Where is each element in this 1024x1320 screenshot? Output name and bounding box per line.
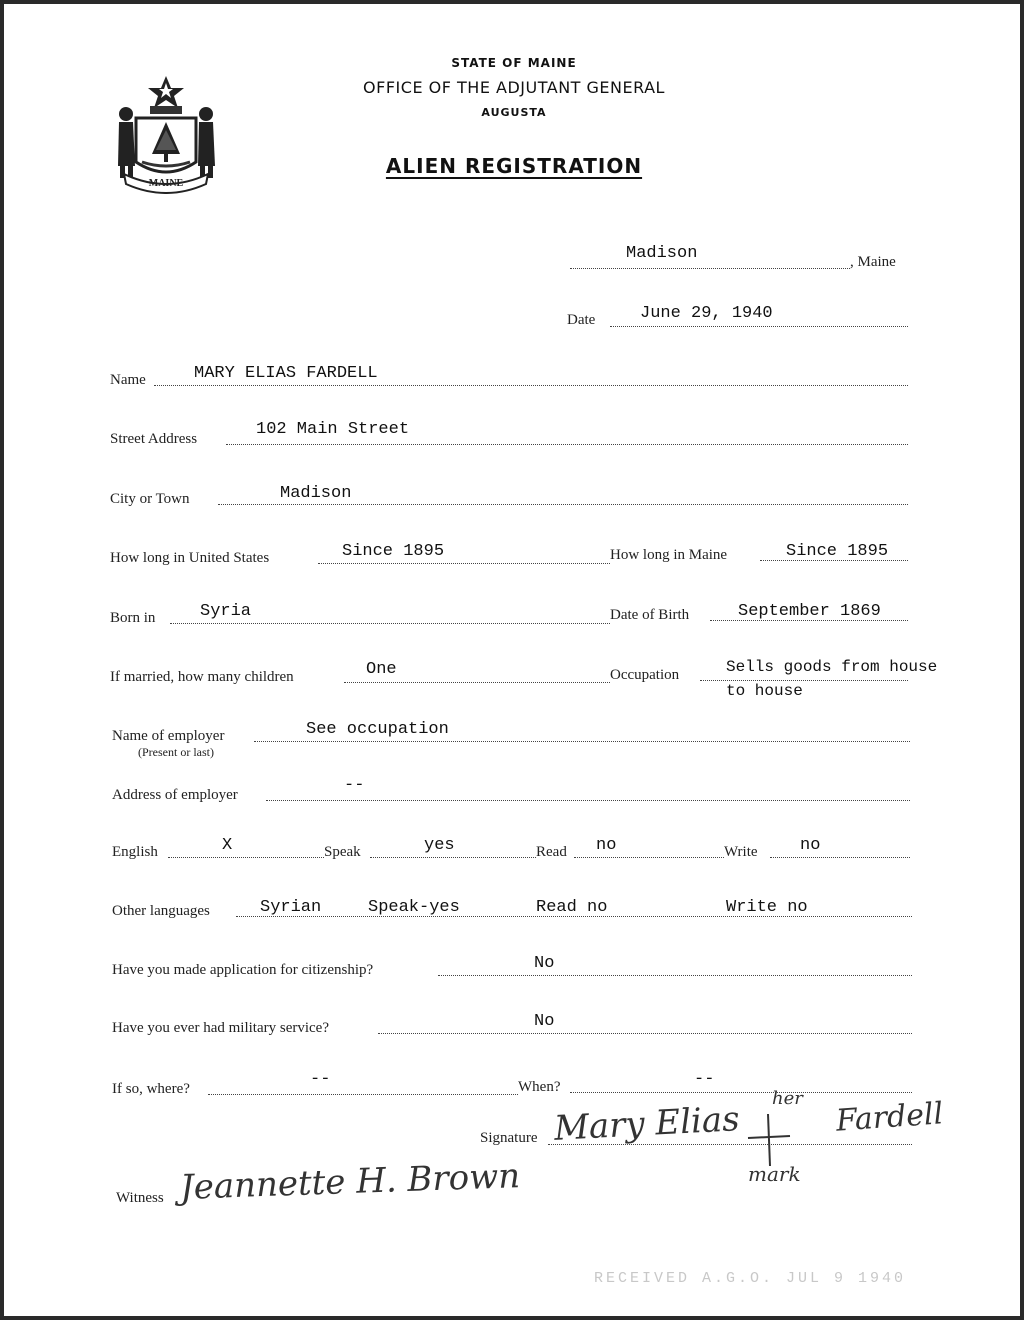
- occupation-value-line2: to house: [726, 682, 803, 700]
- if-so-where-label: If so, where?: [112, 1081, 190, 1097]
- occupation-line: [700, 680, 908, 681]
- signature-cross-mark-icon: [744, 1110, 794, 1170]
- other-language-write: Write no: [726, 898, 808, 917]
- employer-address-value: --: [344, 776, 365, 795]
- employer-line: [254, 741, 910, 742]
- date-line: [610, 326, 908, 327]
- english-speak-label: Speak: [324, 844, 361, 860]
- street-label: Street Address: [110, 431, 198, 447]
- employer-address-line: [266, 800, 910, 801]
- english-line: [168, 857, 324, 858]
- military-label: Have you ever had military service?: [112, 1020, 329, 1036]
- form-title: ALIEN REGISTRATION: [385, 154, 643, 178]
- children-label: If married, how many children: [110, 669, 294, 685]
- born-in-line: [170, 623, 610, 624]
- english-label: English: [112, 844, 158, 860]
- signature-first-name: Mary Elias: [553, 1099, 741, 1149]
- when-line: [570, 1092, 912, 1093]
- how-long-us-value: Since 1895: [342, 542, 445, 561]
- occupation-label: Occupation: [610, 667, 680, 683]
- date-label: Date: [567, 312, 596, 328]
- other-language-value: Syrian: [260, 898, 322, 917]
- other-languages-label: Other languages: [112, 903, 210, 919]
- date-value: June 29, 1940: [640, 304, 773, 323]
- signature-last-name: Fardell: [834, 1096, 945, 1139]
- english-read-line: [574, 857, 724, 858]
- city-label: City or Town: [110, 491, 190, 507]
- if-so-where-value: --: [310, 1070, 331, 1089]
- street-value: 102 Main Street: [256, 420, 410, 439]
- how-long-us-line: [318, 563, 610, 564]
- citizenship-line: [438, 975, 912, 976]
- occupation-value-line1: Sells goods from house: [726, 658, 938, 676]
- children-line: [344, 682, 610, 683]
- children-value: One: [366, 660, 397, 679]
- if-so-where-line: [208, 1094, 518, 1095]
- alien-registration-form: [4, 4, 1020, 1316]
- born-in-label: Born in: [110, 610, 156, 626]
- signature-her: her: [772, 1088, 803, 1109]
- witness-label: Witness: [116, 1190, 164, 1206]
- how-long-us-label: How long in United States: [110, 550, 270, 566]
- name-label: Name: [110, 372, 146, 388]
- received-stamp: RECEIVED A.G.O. JUL 9 1940: [594, 1270, 907, 1287]
- when-label: When?: [518, 1079, 561, 1095]
- english-value: X: [222, 836, 233, 855]
- seal-text: MAINE: [148, 178, 184, 189]
- signature-label: Signature: [480, 1130, 538, 1146]
- citizenship-label: Have you made application for citizenship?: [112, 962, 374, 978]
- employer-label: Name of employer: [112, 728, 225, 744]
- header-city: AUGUSTA: [481, 106, 547, 119]
- military-line: [378, 1033, 912, 1034]
- header-state: STATE OF MAINE: [451, 56, 577, 70]
- place-value: Madison: [626, 244, 698, 263]
- english-read-label: Read: [536, 844, 567, 860]
- english-read-value: no: [596, 836, 617, 855]
- place-suffix: , Maine: [850, 254, 896, 270]
- dob-label: Date of Birth: [610, 607, 690, 623]
- military-value: No: [534, 1012, 555, 1031]
- english-write-value: no: [800, 836, 821, 855]
- when-value: --: [694, 1070, 715, 1089]
- employer-sublabel: (Present or last): [138, 745, 214, 759]
- city-value: Madison: [280, 484, 352, 503]
- employer-address-label: Address of employer: [112, 787, 238, 803]
- english-speak-line: [370, 857, 536, 858]
- citizenship-value: No: [534, 954, 555, 973]
- how-long-maine-label: How long in Maine: [610, 547, 728, 563]
- name-value: MARY ELIAS FARDELL: [194, 364, 378, 383]
- english-speak-value: yes: [424, 836, 455, 855]
- city-line: [218, 504, 908, 505]
- signature-mark: mark: [748, 1162, 801, 1186]
- other-language-speak: Speak-yes: [368, 898, 460, 917]
- english-write-label: Write: [724, 844, 758, 860]
- street-line: [226, 444, 908, 445]
- header-office: OFFICE OF THE ADJUTANT GENERAL: [363, 78, 665, 97]
- name-line: [154, 385, 908, 386]
- state-seal-icon: [110, 70, 222, 194]
- how-long-maine-value: Since 1895: [786, 542, 889, 561]
- born-in-value: Syria: [200, 602, 252, 621]
- place-line: [570, 268, 850, 269]
- witness-signature: Jeannette H. Brown: [179, 1156, 521, 1208]
- other-language-read: Read no: [536, 898, 608, 917]
- employer-value: See occupation: [306, 720, 449, 739]
- english-write-line: [770, 857, 910, 858]
- dob-value: September 1869: [738, 602, 881, 621]
